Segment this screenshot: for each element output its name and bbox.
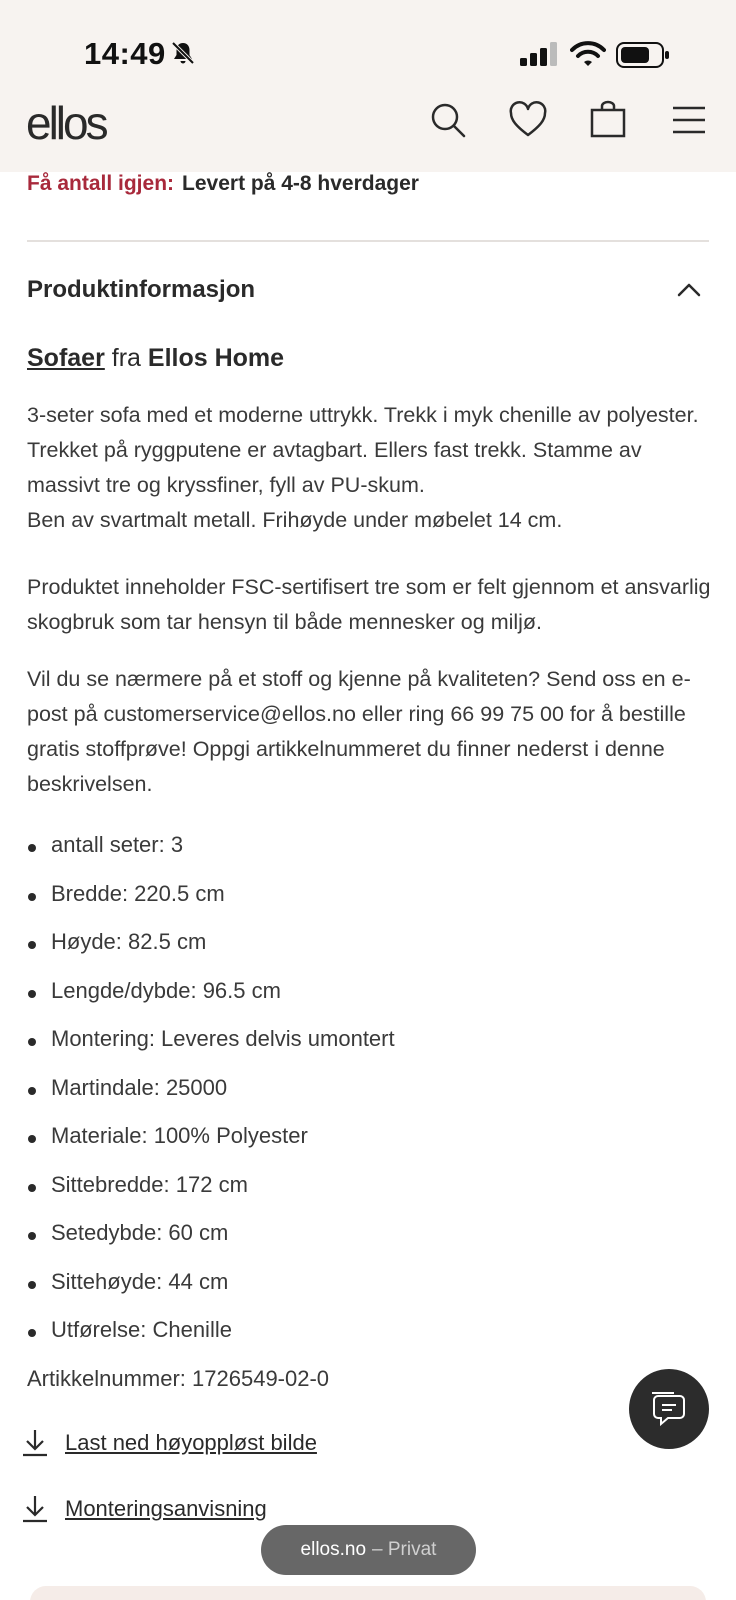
app-header <box>0 0 736 172</box>
spec-item: Montering: Leveres delvis umontert <box>27 1026 395 1075</box>
download-icon <box>21 1494 49 1524</box>
download-icon <box>21 1428 49 1458</box>
chevron-up-icon[interactable] <box>675 276 703 304</box>
search-icon[interactable] <box>428 100 468 140</box>
from-text: fra <box>111 344 141 372</box>
wifi-icon <box>570 40 606 68</box>
chat-button[interactable] <box>629 1369 709 1449</box>
menu-icon[interactable] <box>670 100 710 140</box>
spec-item: Bredde: 220.5 cm <box>27 881 395 930</box>
divider <box>27 240 709 242</box>
spec-item: Materiale: 100% Polyester <box>27 1123 395 1172</box>
ellos-logo[interactable]: ellos <box>26 97 106 149</box>
stock-status <box>27 172 419 196</box>
delivery-time: Levert på 4-8 hverdager <box>182 172 419 195</box>
spec-item: Martindale: 25000 <box>27 1075 395 1124</box>
browser-private-toast[interactable] <box>261 1525 476 1575</box>
section-title[interactable]: Produktinformasjon <box>27 276 256 303</box>
heart-icon[interactable] <box>508 100 548 140</box>
battery-icon <box>616 42 670 68</box>
category-brand-line <box>27 344 284 373</box>
spec-item: Høyde: 82.5 cm <box>27 929 395 978</box>
toast-site: ellos.no <box>300 1539 367 1560</box>
assembly-manual-label[interactable]: Monteringsanvisning <box>65 1496 267 1521</box>
status-bar <box>0 0 736 90</box>
cellular-signal-icon <box>520 42 560 66</box>
status-time: 14:49 <box>84 36 166 71</box>
spec-item: antall seter: 3 <box>27 832 395 881</box>
download-image-label[interactable]: Last ned høyoppløst bilde <box>65 1430 317 1455</box>
bottom-panel-edge <box>30 1586 706 1600</box>
spec-item: Utførelse: Chenille <box>27 1317 395 1366</box>
shopping-bag-icon[interactable] <box>588 100 628 140</box>
low-stock-label: Få antall igjen: <box>27 172 175 195</box>
fabric-sample-paragraph: Vil du se nærmere på et stoff og kjenne på kvaliteten? Send oss en e-post på customerservice@ellos.no eller ring 66 99 75 00 for å bestille gratis stoffprøve! Oppgi artikkelnummeret du finner nederst i denne beskrivelsen. <box>27 667 691 796</box>
category-link[interactable]: Sofaer <box>27 344 105 372</box>
spec-item: Setedybde: 60 cm <box>27 1220 395 1269</box>
bell-muted-icon <box>170 40 196 66</box>
brand-name: Ellos Home <box>147 344 285 372</box>
assembly-manual-link[interactable] <box>21 1494 267 1524</box>
description-paragraph: 3-seter sofa med et moderne uttrykk. Trekk i myk chenille av polyester. Trekket på ryggputene er avtagbart. Ellers fast trekk. Stamme av massivt tre og kryssfiner, fyll av PU-skum. Ben av svartmalt metall. Frihøyde under møbelet 14 cm. <box>27 403 699 532</box>
spec-item: Lengde/dybde: 96.5 cm <box>27 978 395 1027</box>
spec-item: Sittehøyde: 44 cm <box>27 1269 395 1318</box>
chat-icon <box>646 1388 692 1430</box>
toast-mode: – Privat <box>372 1539 437 1560</box>
spec-list <box>27 832 395 1366</box>
article-number: Artikkelnummer: 1726549-02-0 <box>27 1366 330 1391</box>
spec-item: Sittebredde: 172 cm <box>27 1172 395 1221</box>
fsc-paragraph: Produktet inneholder FSC-sertifisert tre som er felt gjennom et ansvarlig skogbruk som tar hensyn til både mennesker og miljø. <box>27 575 711 634</box>
download-image-link[interactable] <box>21 1428 317 1458</box>
